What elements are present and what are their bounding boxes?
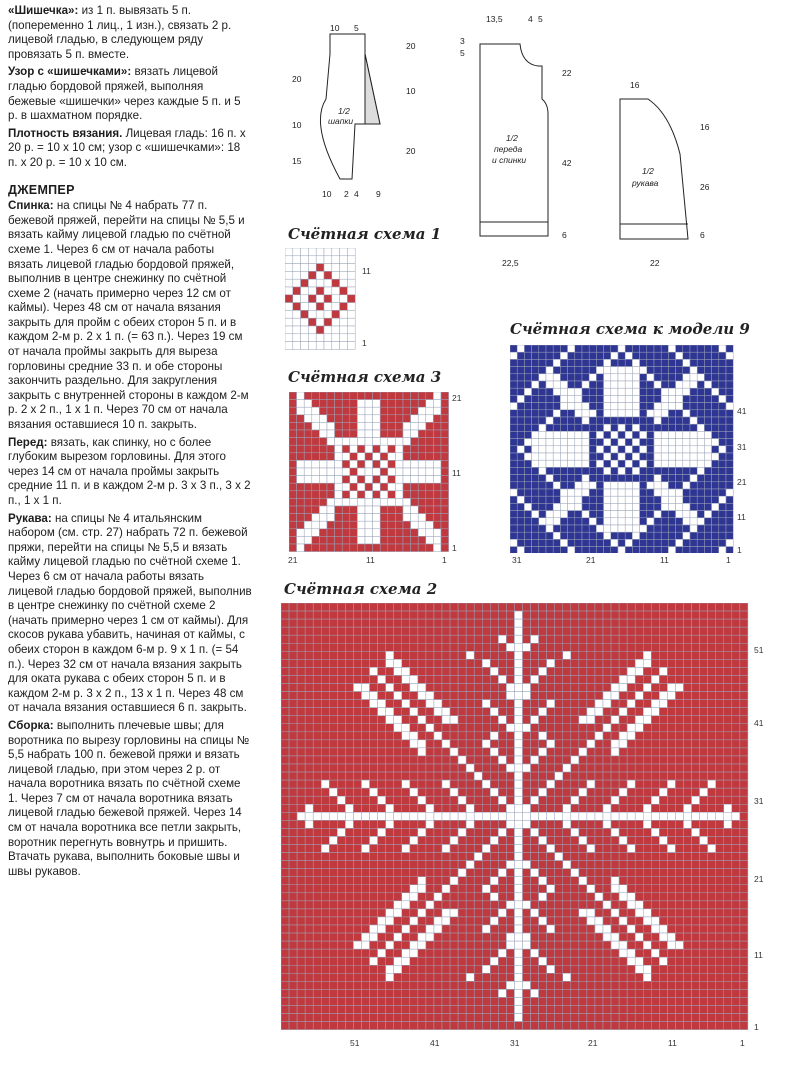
- instructions-column: [8, 4, 252, 882]
- hat-label-10c: 10: [406, 86, 416, 96]
- title-pattern-2: Счётная схема 2: [284, 580, 438, 598]
- hat-label-20a: 20: [292, 74, 302, 84]
- sleeve-label-half: 1/2: [642, 166, 654, 176]
- body-gauge: Лицевая гладь: 16 п. х 20 р. = 10 х 10 см; узор с «шишечками»: 18 п. х 20 р. = 10 х 10 см.: [8, 126, 246, 169]
- s9-tick-b11: 11: [660, 555, 669, 565]
- s3-tick-b11: 11: [366, 555, 375, 565]
- body-label-3: 3: [460, 36, 465, 46]
- hat-label-10d: 10: [322, 189, 332, 199]
- hat-label-10b: 10: [292, 120, 302, 130]
- s3-tick-r21: 21: [452, 393, 462, 403]
- hat-label-20b: 20: [406, 146, 416, 156]
- s2-tick-b11: 11: [668, 1038, 677, 1048]
- s9-tick-r1: 1: [737, 545, 742, 555]
- paragraph-sleeves: [8, 512, 252, 716]
- paragraph-front: [8, 436, 252, 509]
- sleeve-label-16a: 16: [630, 80, 640, 90]
- label-front: Перед:: [8, 435, 48, 449]
- s2-tick-r41: 41: [754, 718, 764, 728]
- s2-tick-r1: 1: [754, 1022, 759, 1032]
- sleeve-outline: [620, 99, 688, 239]
- s2-tick-r11: 11: [754, 950, 763, 960]
- hat-label-4: 4: [354, 189, 359, 199]
- s3-tick-r1: 1: [452, 543, 457, 553]
- sleeve-label-6: 6: [700, 230, 705, 240]
- s2-tick-b31: 31: [510, 1038, 520, 1048]
- s9-tick-b1: 1: [726, 555, 731, 565]
- label-bobble: «Шишечка»:: [8, 4, 79, 17]
- hat-label-15: 15: [292, 156, 302, 166]
- hat-label-9: 9: [376, 189, 381, 199]
- sleeve-label-16b: 16: [700, 122, 710, 132]
- s2-tick-r21: 21: [754, 874, 764, 884]
- body-label-front: переда: [494, 144, 523, 154]
- label-gauge: Плотность вязания.: [8, 126, 123, 140]
- hat-bobble-area: [365, 54, 380, 124]
- paragraph-assembly: [8, 719, 252, 880]
- s2-tick-b21: 21: [588, 1038, 598, 1048]
- s9-tick-r11: 11: [737, 512, 746, 522]
- sleeve-label-26: 26: [700, 182, 710, 192]
- title-pattern-9: Счётная схема к модели 9: [510, 320, 750, 338]
- s9-tick-r41: 41: [737, 406, 747, 416]
- body-label-4: 4: [528, 14, 533, 24]
- body-label-42: 42: [562, 158, 572, 168]
- hat-label-20c: 20: [406, 41, 416, 51]
- s2-tick-b51: 51: [350, 1038, 360, 1048]
- body-sleeves: на спицы № 4 итальянским набором (см. стр. 27) набрать 72 п. бежевой пряжи, перейти на спицы № 5,5 и вязать кайму лицевой гладью по счётной схеме 1. Через 6 см от начала работы вязать лицевой гладью бордовой пряжей, выполнив в центре снежинку по счётной схеме 2 (начать примерно через 1 см от каймы). Для скосов рукава убавить, начиная от каймы, с обеих сторон в каждом 6-м р. 9 х 1 п. (= 54 п.). Через 32 см от начала вязания закрыть для оката рукава с обеих сторон 5 п. и в каждом 2-м р. 3 х 2 п., 13 х 1 п. Через 48 см от начала вязания оставшиеся 6 п. закрыть.: [8, 511, 252, 715]
- title-pattern-1: Счётная схема 1: [288, 225, 442, 243]
- sleeve-label-22: 22: [650, 258, 660, 268]
- paragraph-bobble-pattern: [8, 65, 252, 123]
- body-front: вязать, как спинку, но с более глубоким вырезом горловины. Для этого через 14 см от начала проймы закрыть средние 11 п. и в каждом 2-м р. 3 х 3 п., 3 х 2 п., 1 х 1 п.: [8, 435, 251, 507]
- s9-tick-b21: 21: [586, 555, 596, 565]
- s9-tick-r21: 21: [737, 477, 747, 487]
- hat-label-10a: 10: [330, 23, 340, 33]
- body-label-6: 6: [562, 230, 567, 240]
- s1-tick-11: 11: [362, 266, 371, 276]
- hat-label-5: 5: [354, 23, 359, 33]
- title-pattern-3: Счётная схема 3: [288, 368, 442, 386]
- s3-tick-b1: 1: [442, 555, 447, 565]
- body-bobble: из 1 п. вывязать 5 п. (попеременно 1 лиц., 1 изн.), связать 2 р. лицевой гладью, в следующем ряду провязать 5 п. вместе.: [8, 4, 232, 61]
- s3-tick-r11: 11: [452, 468, 461, 478]
- s1-tick-1: 1: [362, 338, 367, 348]
- section-title-jumper: ДЖЕМПЕР: [8, 182, 75, 197]
- chart-pattern-1: [285, 248, 357, 350]
- hat-label-half: 1/2: [338, 106, 350, 116]
- hat-label-hat: шапки: [328, 116, 354, 126]
- body-label-22: 22: [562, 68, 572, 78]
- label-assembly: Сборка:: [8, 718, 54, 732]
- body-label-back: и спинки: [492, 155, 527, 165]
- body-back: на спицы № 4 набрать 77 п. бежевой пряжей, перейти на спицы № 5,5 и вязать кайму лицевой гладью по счётной схеме 1. Через 6 см от начала работы вязать лицевой гладью бордовой пряжей, выполнив в центре снежинку по счётной схеме 2 (начать примерно через 12 см от каймы). Через 48 см от начала вязания закрыть для пройм с обеих сторон 5 п. и в каждом 2-м р. 2 х 1 п. (= 63 п.). Через 19 см от начала проймы закрыть для выреза горловины средние 33 п. и обе стороны закончить раздельно. Для закругления закрыть с внутренней стороны в каждом 2-м р. 2 х 2 п., 1 х 1 п. Через 70 см от начала вязания оставшиеся 10 п. закрыть.: [8, 199, 249, 432]
- body-label-135: 13,5: [486, 14, 503, 24]
- label-sleeves: Рукава:: [8, 511, 52, 525]
- label-bobble-pattern: Узор с «шишечками»:: [8, 65, 132, 79]
- body-label-5b: 5: [460, 48, 465, 58]
- body-label-5a: 5: [538, 14, 543, 24]
- s2-tick-b41: 41: [430, 1038, 440, 1048]
- s2-tick-b1: 1: [740, 1038, 745, 1048]
- s2-tick-r51: 51: [754, 645, 764, 655]
- hat-label-2: 2: [344, 189, 349, 199]
- chart-pattern-9: [510, 345, 734, 553]
- body-label-half: 1/2: [506, 133, 518, 143]
- chart-pattern-3: [289, 392, 449, 552]
- label-back: Спинка:: [8, 199, 54, 213]
- s2-tick-r31: 31: [754, 796, 764, 806]
- s9-tick-r31: 31: [737, 442, 747, 452]
- chart-pattern-2: [281, 603, 749, 1031]
- s3-tick-b21: 21: [288, 555, 298, 565]
- paragraph-back: [8, 199, 252, 433]
- paragraph-gauge: [8, 127, 252, 171]
- body-assembly: выполнить плечевые швы; для воротника по вырезу горловины на спицы № 5,5 набрать 100 п. бежевой пряжи и вязать лицевой гладью, при этом через 2 р. от начала воротника вязать по счётной схеме 1. Через 7 см от начала воротника вязать лицевой гладью бежевой пряжей. Через 14 см от начала воротника все петли закрыть, воротник перегнуть вовнутрь и пришить. Втачать рукава, выполнить боковые швы и швы рукавов.: [8, 718, 250, 878]
- paragraph-bobble: [8, 4, 252, 62]
- body-bobble-pattern: вязать лицевой гладью бордовой пряжей, выполняя бежевые «шишечки» через каждые 5 п. и 5 р. в шахматном порядке.: [8, 65, 241, 123]
- s9-tick-b31: 31: [512, 555, 522, 565]
- sleeve-label-sleeve: рукава: [632, 178, 659, 188]
- body-label-225: 22,5: [502, 258, 519, 268]
